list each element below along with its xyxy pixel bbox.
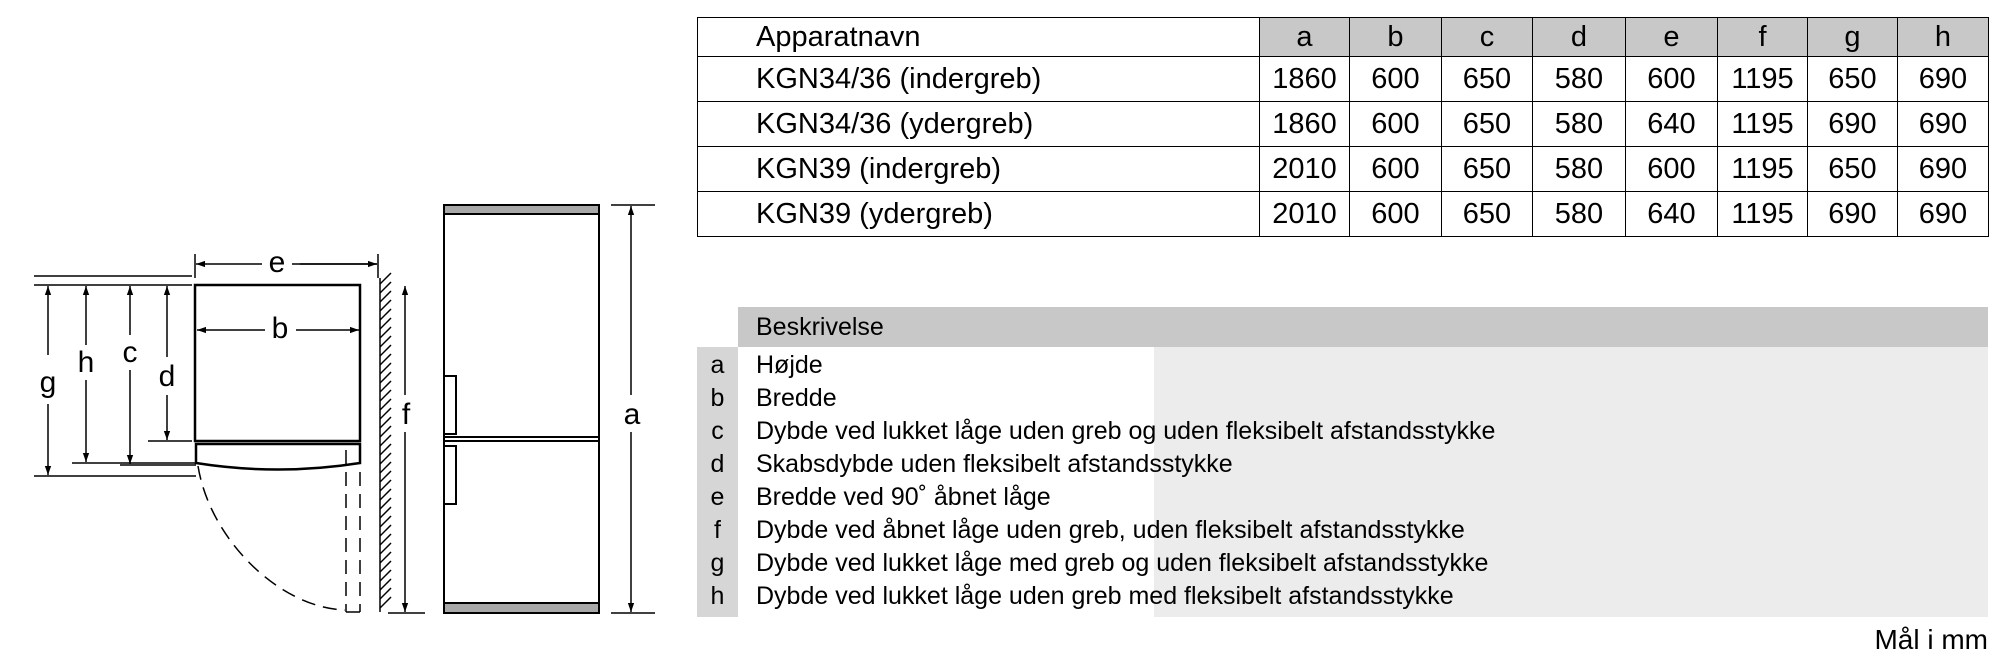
hatch-line	[380, 462, 391, 473]
label-b: b	[271, 312, 289, 345]
description-text: Dybde ved lukket låge med greb og uden fleksibelt afstandsstykke	[756, 549, 1489, 577]
header-h: h	[1898, 18, 1989, 57]
table-cell: 1860	[1260, 102, 1350, 147]
header-a: a	[1260, 18, 1350, 57]
header-e: e	[1626, 18, 1718, 57]
description-letter: g	[710, 549, 725, 577]
hatch-line	[380, 399, 391, 410]
table-cell: 2010	[1260, 147, 1350, 192]
table-cell: 690	[1898, 57, 1989, 102]
list-item	[697, 349, 1988, 382]
label-c: c	[122, 336, 138, 369]
table-cell: 600	[1350, 192, 1442, 237]
description-letter: a	[710, 351, 725, 379]
hatch-line	[380, 426, 391, 437]
list-item	[697, 547, 1988, 580]
hatch-line	[380, 507, 391, 518]
table-cell: 690	[1898, 102, 1989, 147]
table-cell: 640	[1626, 192, 1718, 237]
table-cell: 580	[1533, 102, 1626, 147]
description-text: Dybde ved lukket låge uden greb og uden fleksibelt afstandsstykke	[756, 417, 1496, 445]
hatch-line	[380, 471, 391, 482]
description-letter: c	[711, 417, 724, 445]
hatch-line	[380, 408, 391, 419]
table-cell: 580	[1533, 57, 1626, 102]
table-cell: KGN34/36 (indergreb)	[698, 57, 1260, 102]
hatch-line	[380, 282, 391, 293]
description-text: Bredde	[756, 384, 837, 412]
table-cell: 1195	[1718, 57, 1808, 102]
description-letter: d	[710, 450, 725, 478]
list-item	[697, 580, 1988, 613]
description-body	[697, 347, 1988, 617]
label-f: f	[401, 398, 411, 431]
table-cell: 690	[1808, 192, 1898, 237]
table-cell: 1860	[1260, 57, 1350, 102]
table-cell: KGN39 (indergreb)	[698, 147, 1260, 192]
description-letter: e	[710, 483, 725, 511]
header-apparatnavn: Apparatnavn	[698, 18, 1260, 57]
hatch-line	[380, 309, 391, 320]
hatch-line	[380, 435, 391, 446]
table-cell: KGN34/36 (ydergreb)	[698, 102, 1260, 147]
hatch-line	[380, 453, 391, 464]
hatch-line	[380, 417, 391, 428]
hatch-line	[380, 363, 391, 374]
hatch-line	[380, 561, 391, 572]
top-view-labels	[40, 246, 289, 399]
table-row	[698, 147, 1989, 192]
hatch-line	[380, 291, 391, 302]
hatch-line	[380, 300, 391, 311]
description-letter: f	[714, 516, 721, 544]
hatch-line	[380, 390, 391, 401]
description-letter: h	[710, 582, 725, 610]
hatch-line	[380, 588, 391, 599]
description-header	[738, 307, 1988, 347]
table-cell: 600	[1350, 147, 1442, 192]
description-letter: b	[710, 384, 725, 412]
hatch-line	[380, 516, 391, 527]
table-cell: 640	[1626, 102, 1718, 147]
table-cell: 580	[1533, 147, 1626, 192]
description-text: Dybde ved lukket låge uden greb med fleksibelt afstandsstykke	[756, 582, 1454, 610]
table-cell: 580	[1533, 192, 1626, 237]
list-item	[697, 448, 1988, 481]
table-cell: 690	[1898, 147, 1989, 192]
description-text: Højde	[756, 351, 823, 379]
header-d: d	[1533, 18, 1626, 57]
table-cell: 690	[1808, 102, 1898, 147]
hatch-line	[380, 498, 391, 509]
table-cell: 650	[1442, 147, 1533, 192]
hatch-line	[380, 552, 391, 563]
wall-hatching	[380, 273, 391, 612]
hatch-line	[380, 525, 391, 536]
table-row	[698, 57, 1989, 102]
unit-note: Mål i mm	[1874, 624, 1988, 655]
table-cell: 1195	[1718, 147, 1808, 192]
dimension-table	[697, 17, 1989, 237]
table-cell: 600	[1626, 57, 1718, 102]
table-cell: 2010	[1260, 192, 1350, 237]
description-title: Beskrivelse	[756, 313, 884, 341]
hatch-line	[380, 444, 391, 455]
hatch-line	[380, 543, 391, 554]
hatch-line	[380, 273, 391, 284]
hatch-line	[380, 579, 391, 590]
table-cell: 650	[1442, 192, 1533, 237]
header-b: b	[1350, 18, 1442, 57]
hatch-line	[380, 480, 391, 491]
label-d: d	[158, 360, 176, 393]
table-cell: 690	[1898, 192, 1989, 237]
table-header-row	[698, 18, 1989, 57]
hatch-line	[380, 489, 391, 500]
list-item	[697, 382, 1988, 415]
header-g: g	[1808, 18, 1898, 57]
hatch-line	[380, 336, 391, 347]
hatch-line	[380, 534, 391, 545]
hatch-line	[380, 597, 391, 608]
header-f: f	[1718, 18, 1808, 57]
list-item	[697, 481, 1988, 514]
table-cell: 600	[1626, 147, 1718, 192]
hatch-line	[380, 372, 391, 383]
hatch-line	[380, 381, 391, 392]
hatch-line	[380, 345, 391, 356]
hatch-line	[380, 354, 391, 365]
list-item	[697, 514, 1988, 547]
table-cell: 600	[1350, 57, 1442, 102]
header-c: c	[1442, 18, 1533, 57]
table-cell: 600	[1350, 102, 1442, 147]
table-row	[698, 192, 1989, 237]
label-h: h	[77, 346, 95, 379]
hatch-line	[380, 318, 391, 329]
label-a: a	[623, 398, 641, 431]
table-cell: 650	[1442, 102, 1533, 147]
table-cell: 1195	[1718, 192, 1808, 237]
label-g: g	[39, 366, 57, 399]
table-cell: 650	[1442, 57, 1533, 102]
table-row	[698, 102, 1989, 147]
description-text: Dybde ved åbnet låge uden greb, uden fleksibelt afstandsstykke	[756, 516, 1465, 544]
dimension-drawing	[0, 0, 700, 667]
hatch-line	[380, 570, 391, 581]
label-e: e	[268, 246, 286, 279]
table-cell: KGN39 (ydergreb)	[698, 192, 1260, 237]
table-cell: 1195	[1718, 102, 1808, 147]
description-text: Skabsdybde uden fleksibelt afstandsstykke	[756, 450, 1233, 478]
hatch-line	[380, 327, 391, 338]
list-item	[697, 415, 1988, 448]
description-text: Bredde ved 90˚ åbnet låge	[756, 483, 1051, 511]
front-view-fridge	[444, 205, 599, 613]
table-cell: 650	[1808, 57, 1898, 102]
table-cell: 650	[1808, 147, 1898, 192]
